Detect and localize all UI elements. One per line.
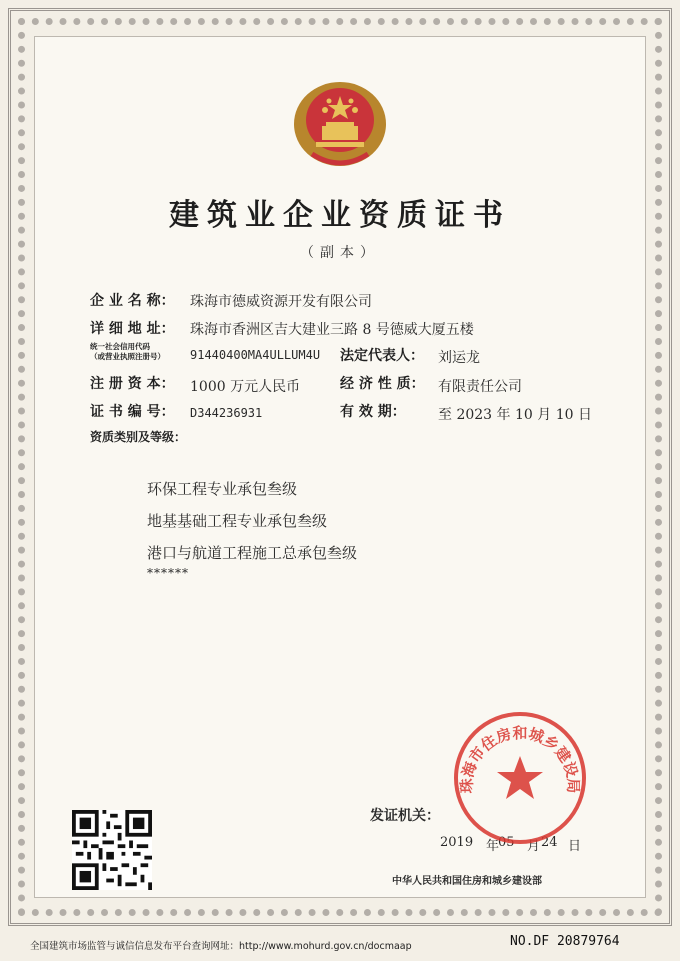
svg-text:珠海市住房和城乡建设局: 珠海市住房和城乡建设局 (457, 724, 583, 794)
cert-no-label: 证 书 编 号： (90, 404, 175, 420)
qr-code-icon (72, 810, 152, 890)
issue-year-unit: 年 (486, 839, 500, 854)
serial-number: NO.DF 20879764 (510, 934, 620, 949)
issue-day-unit: 日 (568, 839, 582, 854)
address: 珠海市香洲区吉大建业三路 8 号德威大厦五楼 (190, 322, 474, 338)
company-name: 珠海市德威资源开发有限公司 (190, 294, 372, 310)
issue-year: 2019 (440, 835, 474, 850)
ministry-name: 中华人民共和国住房和城乡建设部 (392, 876, 542, 887)
credit-code: 91440400MA4ULLUM4U (190, 348, 321, 362)
qualification-item: 环保工程专业承包叁级 (147, 480, 298, 498)
qualification-item: 地基基础工程专业承包叁级 (147, 512, 328, 530)
legal-rep-label: 法定代表人： (340, 348, 424, 364)
company-name-label: 企 业 名 称： (90, 293, 175, 309)
qualification-label: 资质类别及等级： (90, 430, 187, 444)
official-seal-stamp (450, 708, 590, 848)
capital-label: 注 册 资 本： (90, 376, 175, 392)
issue-day: 24 (541, 835, 558, 850)
validity-label: 有 效 期： (340, 404, 406, 420)
issuer-label: 发证机关： (370, 808, 440, 824)
capital: 1000 万元人民币 (190, 379, 301, 395)
address-label: 详 细 地 址： (90, 321, 175, 337)
credit-code-label-line2: （或营业执照注册号） (90, 352, 165, 361)
qualification-item: ****** (147, 566, 189, 580)
issue-month-unit: 月 (527, 839, 541, 854)
validity: 至 2023 年 10 月 10 日 (438, 407, 592, 423)
certificate-subtitle: （副本） (300, 245, 380, 261)
econ-type: 有限责任公司 (438, 379, 522, 395)
qualification-item: 港口与航道工程施工总承包叁级 (147, 544, 358, 562)
issue-month: 05 (498, 835, 515, 850)
legal-rep: 刘运龙 (438, 350, 480, 366)
certificate-title: 建筑业企业资质证书 (169, 198, 511, 233)
credit-code-label-line1: 统一社会信用代码 (90, 342, 150, 351)
cert-no: D344236931 (190, 406, 263, 420)
query-url-text: 全国建筑市场监管与诚信信息发布平台查询网址：http://www.mohurd.gov.cn/docmaap (30, 941, 412, 952)
econ-type-label: 经 济 性 质： (340, 376, 425, 392)
national-emblem-icon (292, 80, 388, 168)
